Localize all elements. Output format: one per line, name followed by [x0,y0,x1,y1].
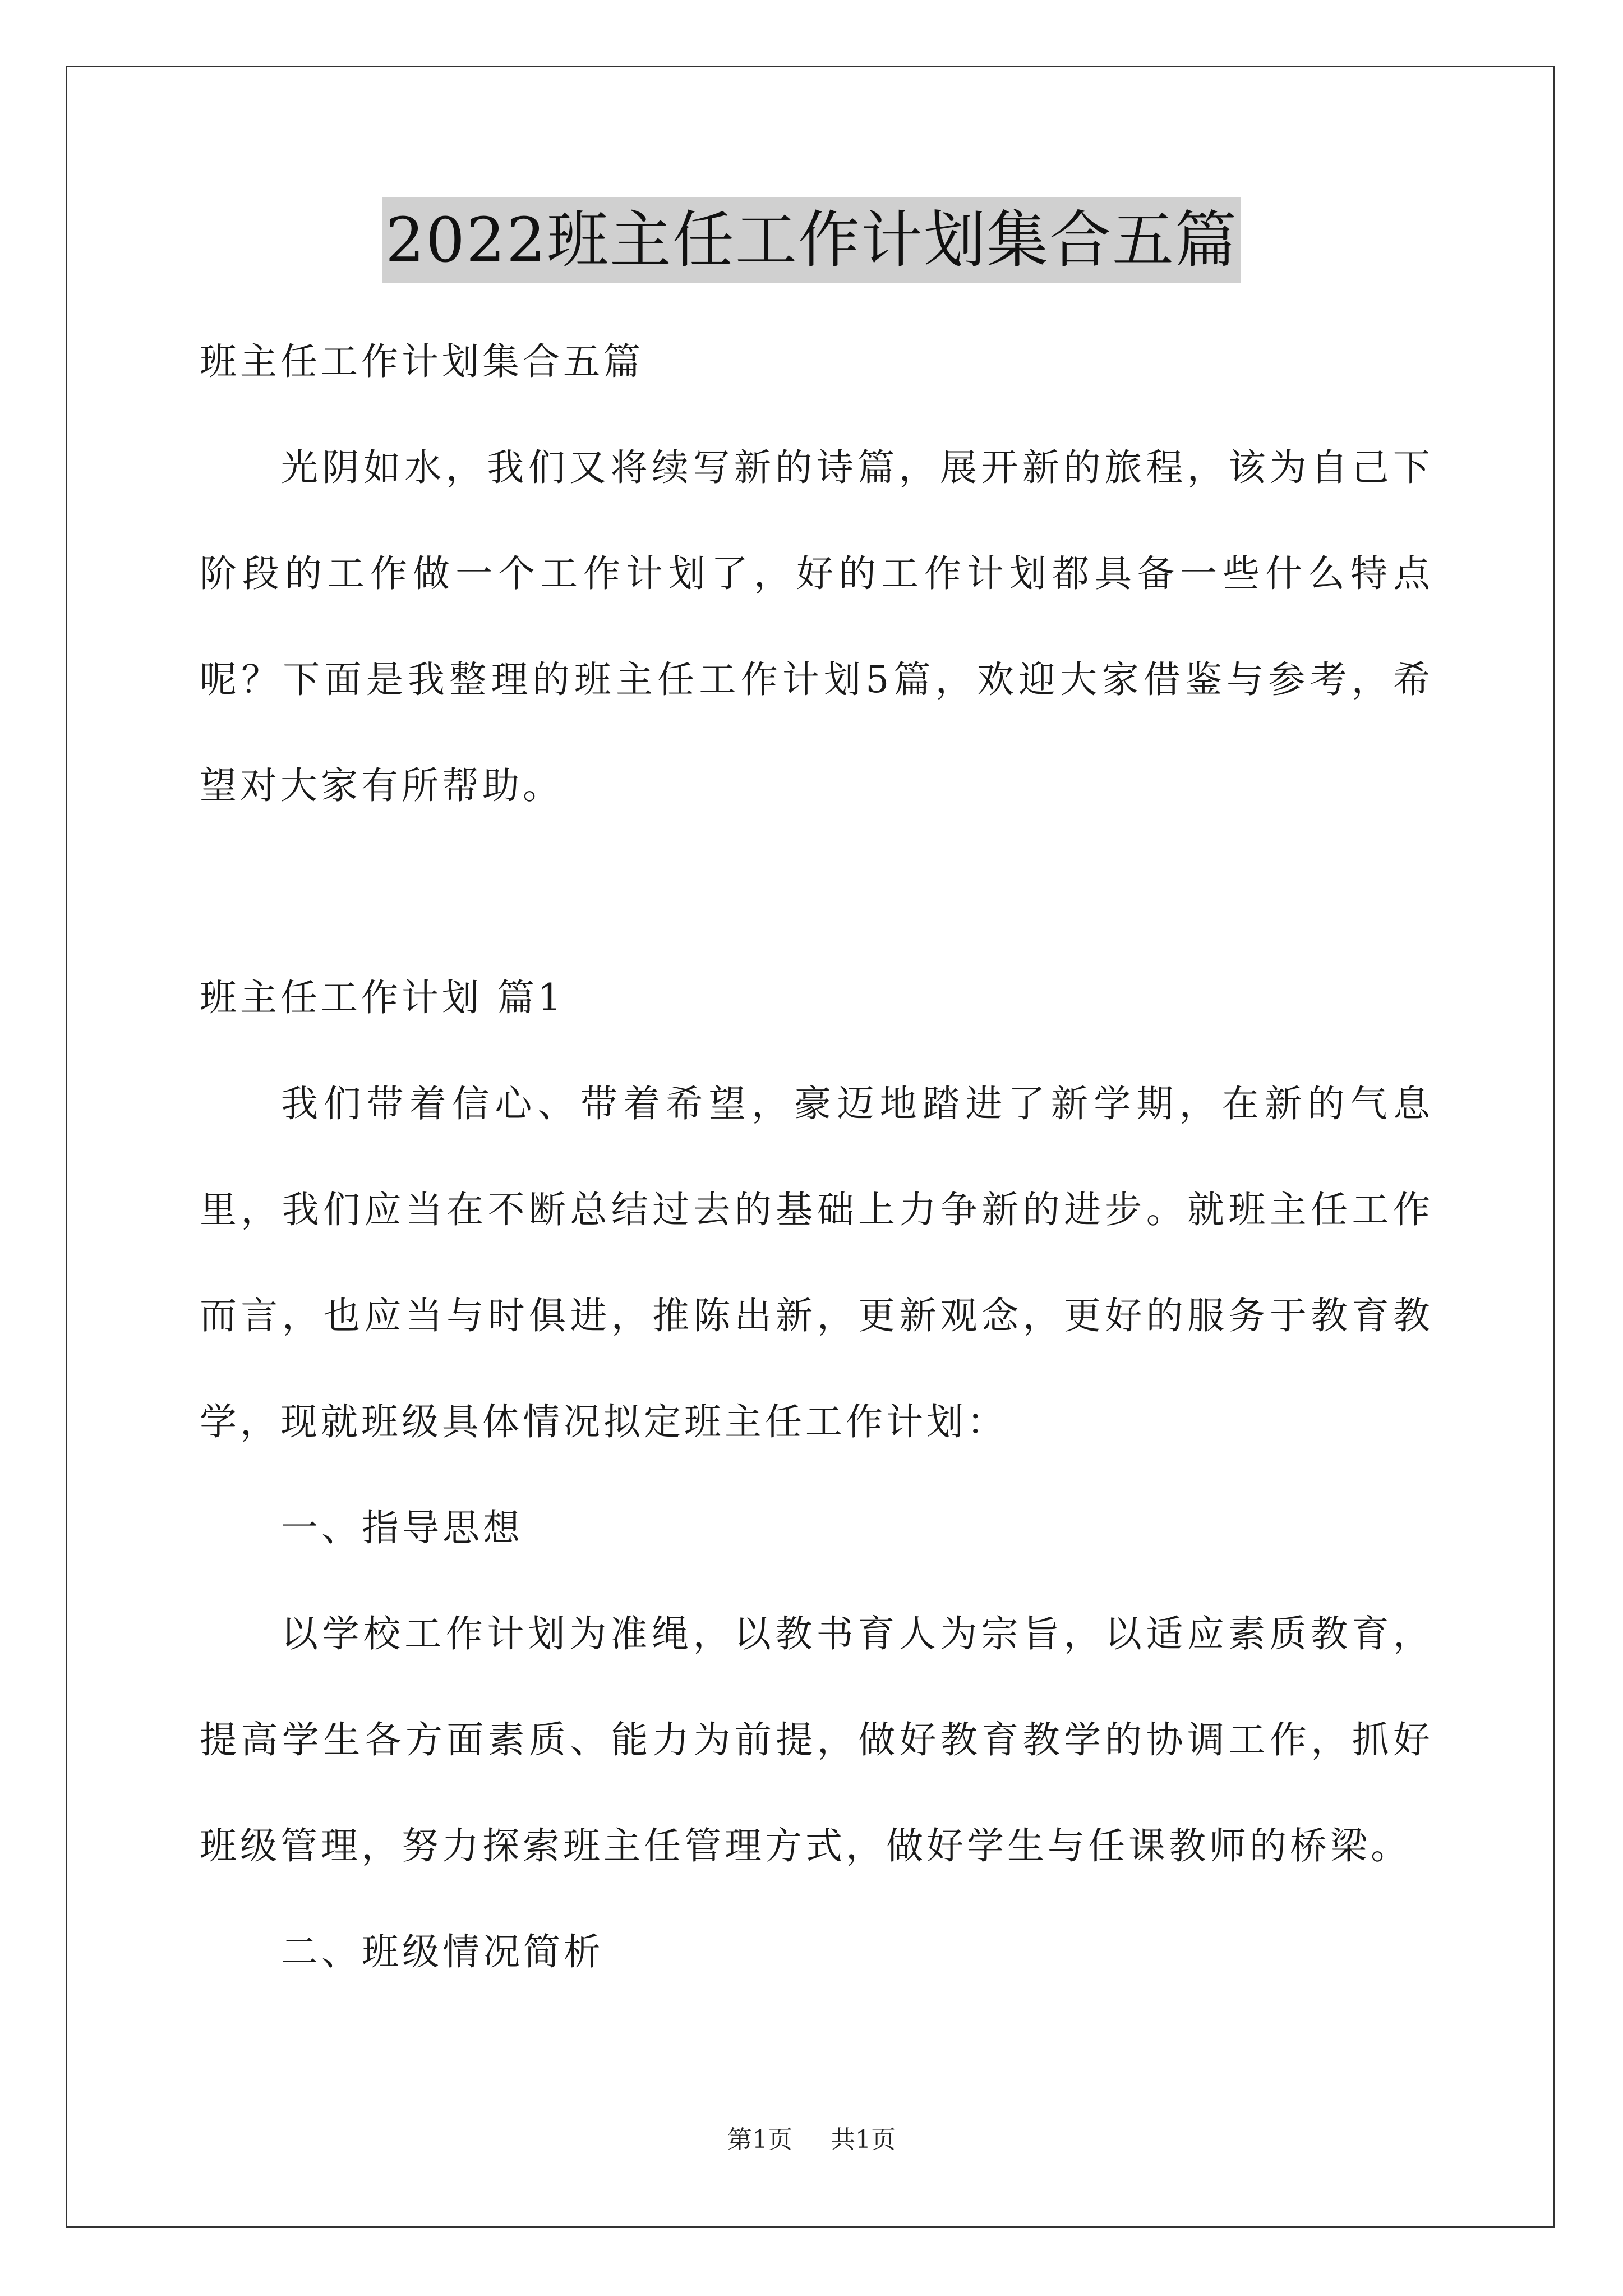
page-footer [0,2123,1623,2157]
heading-class-analysis: 二、班级情况简析 [281,1930,604,1973]
spacer [200,839,1433,945]
title-wrap [0,197,1623,283]
section-intro-paragraph: 我们带着信心、带着希望，豪迈地踏进了新学期，在新的气息里，我们应当在不断总结过去的基础上力争新的进步。就班主任工作而言，也应当与时俱进，推陈出新，更新观念，更好的服务于教育教学，现就班级具体情况拟定班主任工作计划： [200,1082,1433,1443]
page-total: 共1页 [831,2125,896,2154]
section-heading: 班主任工作计划 篇1 [200,976,565,1019]
page-number: 第1页 [727,2125,792,2154]
document-body [200,309,1433,2005]
subtitle: 班主任工作计划集合五篇 [200,340,644,383]
heading-guiding-ideology: 一、指导思想 [281,1506,523,1549]
document-title: 2022班主任工作计划集合五篇 [382,197,1241,283]
intro-paragraph: 光阴如水，我们又将续写新的诗篇，展开新的旅程，该为自己下阶段的工作做一个工作计划了，好的工作计划都具备一些什么特点呢？下面是我整理的班主任工作计划5篇，欢迎大家借鉴与参考，希望对大家有所帮助。 [200,446,1433,807]
guiding-ideology-paragraph: 以学校工作计划为准绳，以教书育人为宗旨，以适应素质教育，提高学生各方面素质、能力为前提，做好教育教学的协调工作，抓好班级管理，努力探索班主任管理方式，做好学生与任课教师的桥梁。 [200,1612,1433,1867]
